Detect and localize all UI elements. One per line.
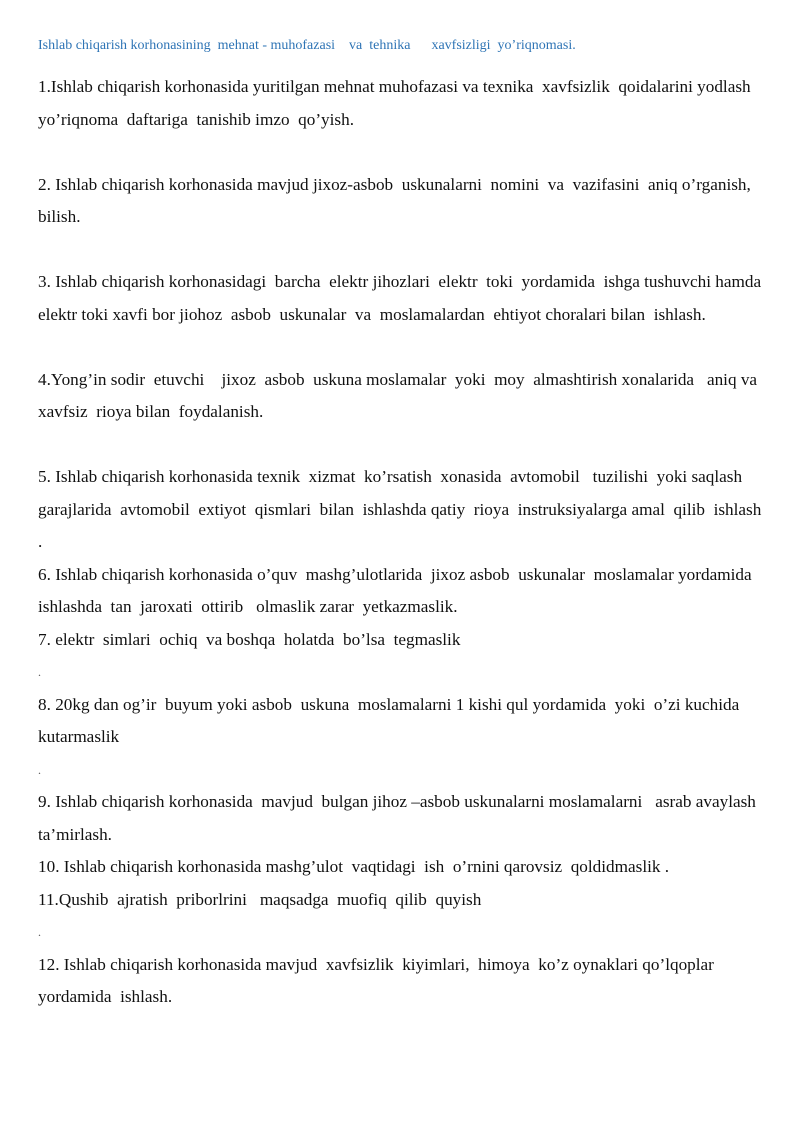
list-item: 11.Qushib ajratish priborlrini maqsadga muofiq qilib quyish	[38, 889, 482, 909]
paragraph-spacer	[38, 429, 768, 462]
list-item: 12. Ishlab chiqarish korhonasida mavjud xavfsizlik kiyimlari, himoya ko’z oynaklari qo’lqoplar yordamida ishlash.	[38, 954, 723, 1006]
document-title: Ishlab chiqarish korhonasining mehnat - muhofazasi va tehnika xavfsizligi yo’riqnomasi.	[38, 38, 576, 53]
paragraph-spacer	[38, 331, 768, 364]
paragraph-spacer	[38, 136, 768, 169]
list-item: 9. Ishlab chiqarish korhonasida mavjud bulgan jihoz –asbob uskunalarni moslamalarni asrab avaylash ta’mirlash.	[38, 792, 765, 844]
list-item: 1.Ishlab chiqarish korhonasida yuritilgan mehnat muhofazasi va texnika xavfsizlik qoidalarini yodlash yo’riqnoma daftariga tanishib imzo qo’yish.	[38, 77, 755, 129]
document-body	[38, 71, 768, 1014]
stray-dot: .	[38, 925, 41, 939]
stray-dot: .	[38, 762, 41, 777]
paragraph-spacer	[38, 234, 768, 267]
list-item: 5. Ishlab chiqarish korhonasida texnik xizmat ko’rsatish xonasida avtomobil tuzilishi yoki saqlash garajlarida avtomobil extiyot qismlari bilan ishlashda qatiy rioya instruksiyalarga amal qilib ishlash .	[38, 467, 766, 551]
list-item: 2. Ishlab chiqarish korhonasida mavjud jixoz-asbob uskunalarni nomini va vazifasini aniq o’rganish, bilish.	[38, 174, 760, 226]
stray-dot: .	[38, 665, 41, 679]
list-item: 3. Ishlab chiqarish korhonasidagi barcha elektr jihozlari elektr toki yordamida ishga tushuvchi hamda elektr toki xavfi bor jiohoz asbob uskunalar va moslamalardan ehtiyot choralari bilan ishlash.	[38, 272, 770, 324]
list-item: 6. Ishlab chiqarish korhonasida o’quv mashg’ulotlarida jixoz asbob uskunalar moslamalar yordamida ishlashda tan jaroxati ottirib olmaslik zarar yetkazmaslik.	[38, 564, 765, 616]
list-item: 8. 20kg dan og’ir buyum yoki asbob uskuna moslamalarni 1 kishi qul yordamida yoki o’zi kuchida kutarmaslik	[38, 694, 748, 746]
list-item: 4.Yong’in sodir etuvchi jixoz asbob uskuna moslamalar yoki moy almashtirish xonalarida aniq va xavfsiz rioya bilan foydalanish.	[38, 369, 766, 421]
list-item: 7. elektr simlari ochiq va boshqa holatda bo’lsa tegmaslik	[38, 629, 461, 649]
list-item: 10. Ishlab chiqarish korhonasida mashg’ulot vaqtidagi ish o’rnini qarovsiz qoldidmaslik .	[38, 857, 670, 876]
